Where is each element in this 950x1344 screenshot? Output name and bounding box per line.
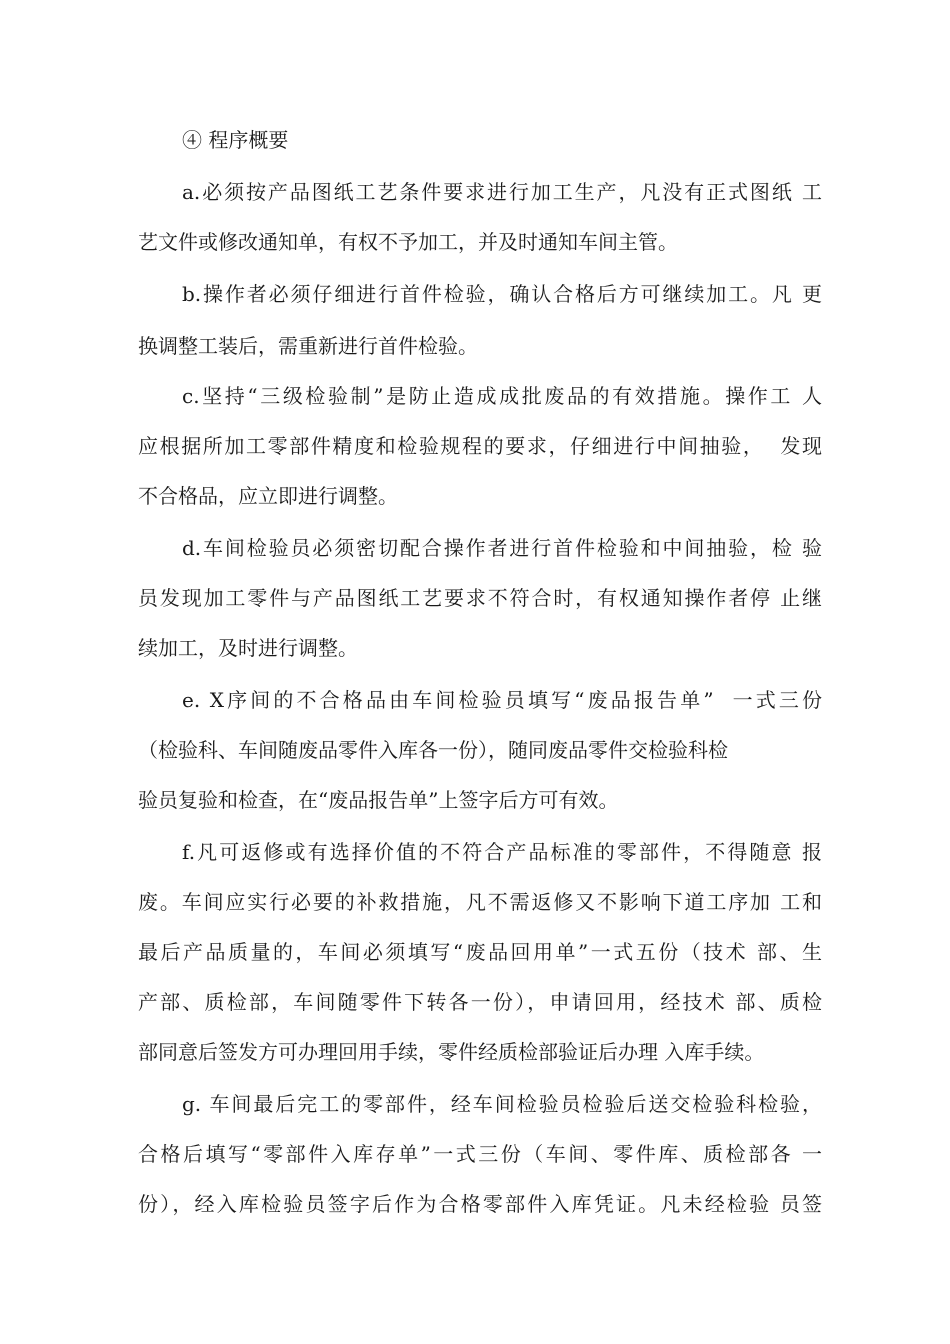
paragraph-a-line-2: 艺文件或修改通知单，有权不予加工，并及时通知车间主管。: [138, 230, 678, 254]
paragraph-c-line-1: c.坚持“三级检验制”是防止造成成批废品的有效措施。操作工 人: [182, 384, 822, 408]
paragraph-b-line-1: b.操作者必须仔细进行首件检验，确认合格后方可继续加工。凡 更: [182, 282, 822, 306]
paragraph-e-line-3: 验员复验和检查，在“废品报告单”上签字后方可有效。: [138, 788, 619, 812]
paragraph-d-line-3: 续加工，及时进行调整。: [138, 636, 358, 660]
paragraph-f-line-1: f.凡可返修或有选择价值的不符合产品标准的零部件，不得随意 报: [182, 840, 822, 864]
paragraph-e-line-2: （检验科、车间随废品零件入库各一份），随同废品零件交检验科检: [138, 738, 728, 762]
paragraph-b-line-2: 换调整工装后，需重新进行首件检验。: [138, 334, 478, 358]
paragraph-g-line-2: 合格后填写“零部件入库存单”一式三份（车间、零件库、质检部各 一: [138, 1142, 822, 1166]
paragraph-c-line-3: 不合格品，应立即进行调整。: [138, 484, 398, 508]
paragraph-f-line-3: 最后产品质量的，车间必须填写“废品回用单”一式五份（技术 部、生: [138, 940, 822, 964]
paragraph-a-line-1: a.必须按产品图纸工艺条件要求进行加工生产，凡没有正式图纸 工: [182, 180, 822, 204]
paragraph-g-line-1: g. 车间最后完工的零部件，经车间检验员检验后送交检验科检验，: [182, 1092, 822, 1116]
paragraph-d-line-1: d.车间检验员必须密切配合操作者进行首件检验和中间抽验，检 验: [182, 536, 822, 560]
paragraph-f-line-4: 产部、质检部，车间随零件下转各一份），申请回用，经技术 部、质检: [138, 990, 822, 1014]
paragraph-d-line-2: 员发现加工零件与产品图纸工艺要求不符合时，有权通知操作者停 止继: [138, 586, 822, 610]
paragraph-f-line-2: 废。车间应实行必要的补救措施，凡不需返修又不影响下道工序加 工和: [138, 890, 822, 914]
paragraph-f-line-5: 部同意后签发方可办理回用手续，零件经质检部验证后办理 入库手续。: [138, 1040, 765, 1064]
section-heading: ④ 程序概要: [182, 128, 289, 152]
paragraph-g-line-3: 份），经入库检验员签字后作为合格零部件入库凭证。凡未经检验 员签: [138, 1192, 822, 1216]
paragraph-e-line-1: e. X序间的不合格品由车间检验员填写“废品报告单” 一式三份: [182, 688, 822, 712]
paragraph-c-line-2: 应根据所加工零部件精度和检验规程的要求，仔细进行中间抽验， 发现: [138, 434, 822, 458]
